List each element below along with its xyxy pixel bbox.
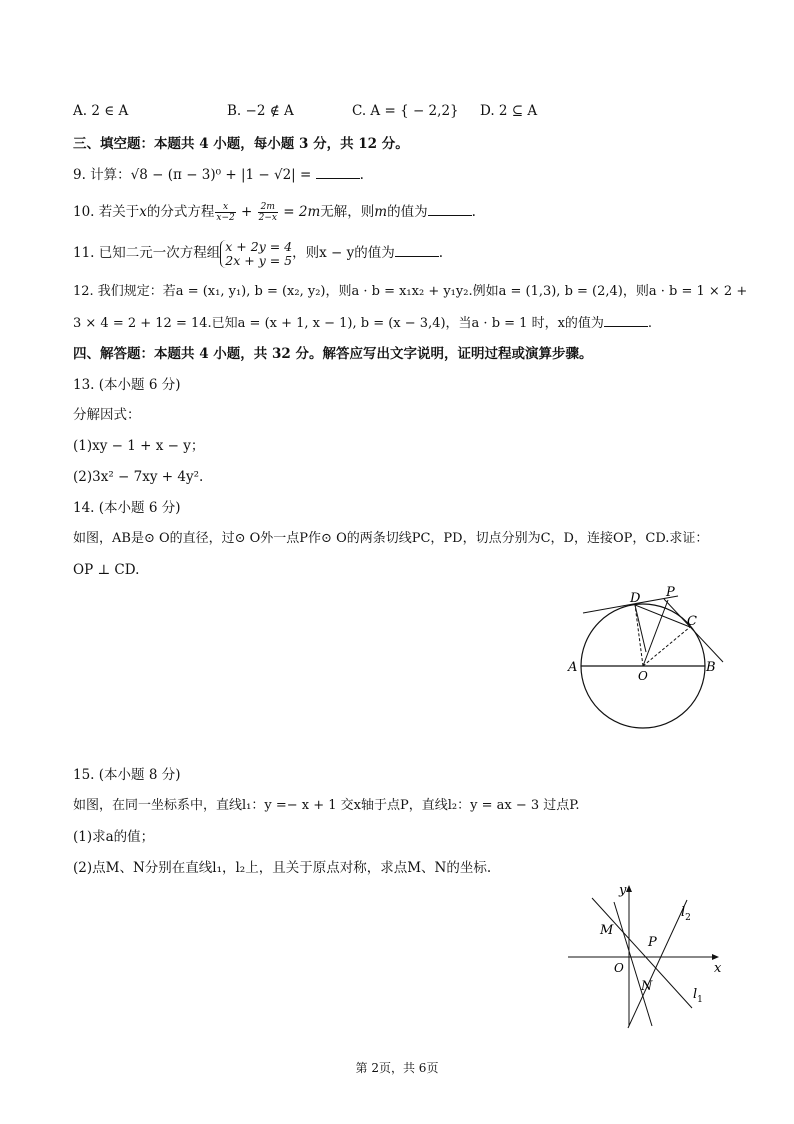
q11-equation-system <box>220 240 292 268</box>
question-12-line-2 <box>73 314 652 333</box>
q9-answer-blank[interactable] <box>316 166 360 179</box>
q9-prefix: 9. 计算： <box>73 167 131 183</box>
label-n: N <box>641 979 653 994</box>
q10-answer-blank[interactable] <box>428 203 472 216</box>
q14-line-2: OP ⊥ CD. <box>73 562 140 578</box>
q15-line-1: 如图，在同一坐标系中，直线l₁：y =− x + 1 交x轴于点P，直线l₂：y = ax − 3 过点P. <box>73 798 580 813</box>
q15-part-1: (1)求a的值； <box>73 829 155 845</box>
q13-part-1: (1)xy − 1 + x − y； <box>73 438 205 454</box>
q11-eq2: 2x + y = 5 <box>225 252 293 268</box>
label-b: B <box>706 660 716 675</box>
q10-end: . <box>471 204 476 220</box>
q13-part-2: (2)3x² − 7xy + 4y². <box>73 469 204 485</box>
q13-intro: 分解因式： <box>73 407 141 423</box>
q12-line2-text: 3 × 4 = 2 + 12 = 14.已知a = (x + 1, x − 1), b = (x − 3,4)，当a · b = 1 时，x的值为 <box>73 316 604 331</box>
option-d: D. 2 ⊆ A <box>480 103 538 119</box>
q15-part-2: (2)点M、N分别在直线l₁，l₂上，且关于原点对称，求点M、N的坐标. <box>73 860 492 876</box>
q9-end: . <box>359 167 364 183</box>
label-p: P <box>666 585 675 600</box>
q12-end: . <box>647 316 653 331</box>
option-a: A. 2 ∈ A <box>73 103 129 119</box>
section4-header: 四、解答题：本题共 4 小题，共 32 分。解答应写出文字说明，证明过程或演算步骤。 <box>73 346 593 362</box>
q10-prefix: 10. 若关于 <box>73 204 140 220</box>
q10-f2-num: 2m <box>258 202 278 213</box>
label-c: C <box>687 614 697 629</box>
q11-prefix: 11. 已知二元一次方程组 <box>73 245 221 261</box>
label-p: P <box>648 935 657 950</box>
q10-f1-num: x <box>215 202 235 213</box>
q14-title: 14. (本小题 6 分) <box>73 500 181 516</box>
y-axis-arrow <box>626 885 632 892</box>
q11-eq1: x + 2y = 4 <box>225 238 293 254</box>
q13-title: 13. (本小题 6 分) <box>73 377 181 393</box>
q10-fraction-2 <box>258 202 278 223</box>
q10-plus: + <box>236 204 257 220</box>
q10-f2-den: 2−x <box>258 213 277 223</box>
question-12-line-1: 12. 我们规定：若a = (x₁, y₁), b = (x₂, y₂)，则a · b = x₁x₂ + y₁y₂.例如a = (1,3), b = (2,4)，则a · b = 1 × 2 + <box>73 284 748 299</box>
label-l2: $l_2$ <box>681 905 691 923</box>
tangent-pc <box>664 599 723 662</box>
section3-header: 三、填空题：本题共 4 小题，每小题 3 分，共 12 分。 <box>73 136 409 152</box>
option-b: B. −2 ∉ A <box>227 103 294 119</box>
q15-coordinate-figure <box>562 880 734 1030</box>
q14-circle-figure <box>560 582 735 730</box>
page-footer: 第 2页，共 6页 <box>355 1061 439 1075</box>
q14-line-1: 如图，AB是⊙ O的直径，过⊙ O外一点P作⊙ O的两条切线PC，PD，切点分别为C，D，连接OP，CD.求证： <box>73 531 709 546</box>
q10-var-x: x <box>139 204 147 220</box>
label-o: O <box>614 961 624 975</box>
label-l1: $l_1$ <box>693 987 703 1005</box>
q10-f1-den: x−2 <box>216 213 235 223</box>
label-x: x <box>714 961 722 976</box>
q15-title: 15. (本小题 8 分) <box>73 767 181 783</box>
q10-mid: 的分式方程 <box>146 204 215 220</box>
q11-tail: ，则x − y的值为 <box>292 245 395 261</box>
q10-eq: = 2m <box>278 204 321 220</box>
label-m: M <box>600 923 614 938</box>
label-y: y <box>619 883 627 898</box>
question-11 <box>73 237 443 269</box>
q10-fraction-1 <box>215 202 235 223</box>
q11-end: . <box>438 245 444 261</box>
question-10 <box>73 200 476 224</box>
segment-cd <box>635 605 690 627</box>
label-d: D <box>630 591 641 606</box>
q12-answer-blank[interactable] <box>604 314 648 327</box>
x-axis-arrow <box>712 954 719 960</box>
option-c: C. A = { − 2,2} <box>352 103 459 119</box>
q10-tail: 无解，则 <box>320 204 375 220</box>
label-o: O <box>638 669 648 683</box>
q9-expression: √8 − (π − 3)⁰ + |1 − √2| = <box>130 167 316 183</box>
q11-answer-blank[interactable] <box>395 244 439 257</box>
q10-tail2: 的值为 <box>387 204 428 220</box>
label-a: A <box>568 660 578 675</box>
question-9 <box>73 166 364 184</box>
q10-var-m: m <box>374 204 388 220</box>
line-l2 <box>628 900 687 1028</box>
